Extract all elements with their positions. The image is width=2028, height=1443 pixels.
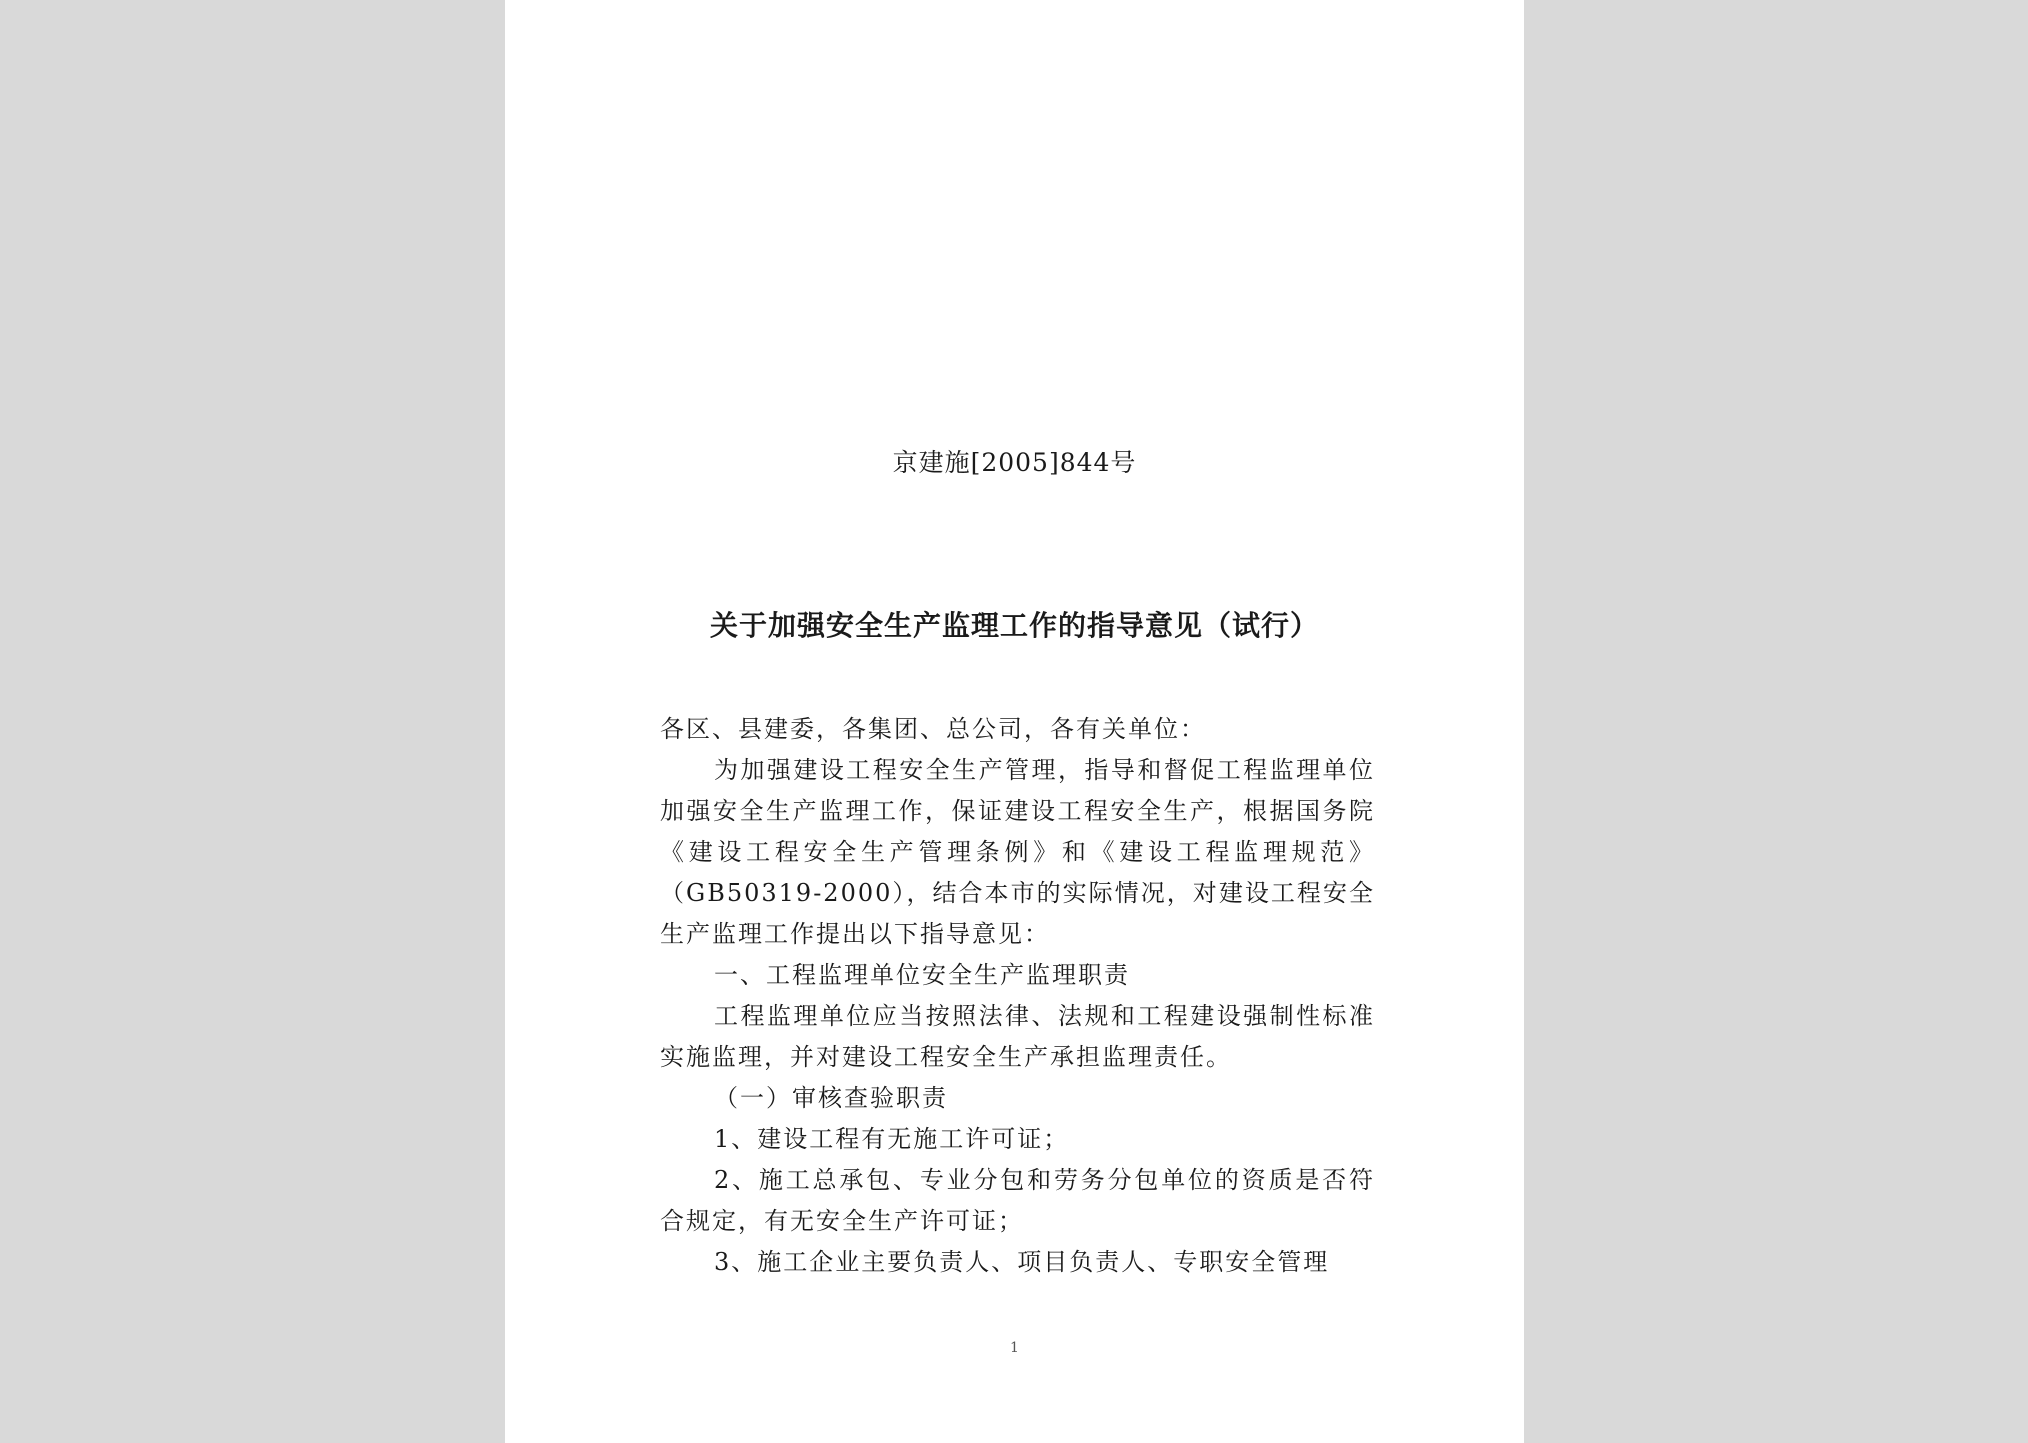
- subsection-heading: （一）审核查验职责: [714, 1084, 948, 1112]
- document-body: [660, 709, 1375, 1283]
- paragraph: 工程监理单位应当按照法律、法规和工程建设强制性标准实施监理，并对建设工程安全生产承担监理责任。: [660, 1002, 1375, 1071]
- list-item: 2、施工总承包、专业分包和劳务分包单位的资质是否符合规定，有无安全生产许可证；: [660, 1166, 1375, 1235]
- page-number: 1: [1010, 1340, 1019, 1356]
- document-number: 京建施[2005]844号: [892, 448, 1137, 477]
- salutation: 各区、县建委，各集团、总公司，各有关单位：: [660, 715, 1206, 743]
- list-item: 1、建设工程有无施工许可证；: [714, 1125, 1070, 1153]
- document-title: 关于加强安全生产监理工作的指导意见（试行）: [709, 609, 1319, 642]
- section-heading: 一、工程监理单位安全生产监理职责: [714, 961, 1130, 989]
- list-item: 3、施工企业主要负责人、项目负责人、专职安全管理: [714, 1248, 1330, 1276]
- intro-paragraph: 为加强建设工程安全生产管理，指导和督促工程监理单位加强安全生产监理工作，保证建设工程安全生产，根据国务院《建设工程安全生产管理条例》和《建设工程监理规范》（GB50319-2000），结合本市的实际情况，对建设工程安全生产监理工作提出以下指导意见：: [660, 756, 1375, 948]
- document-page: [505, 0, 1524, 1443]
